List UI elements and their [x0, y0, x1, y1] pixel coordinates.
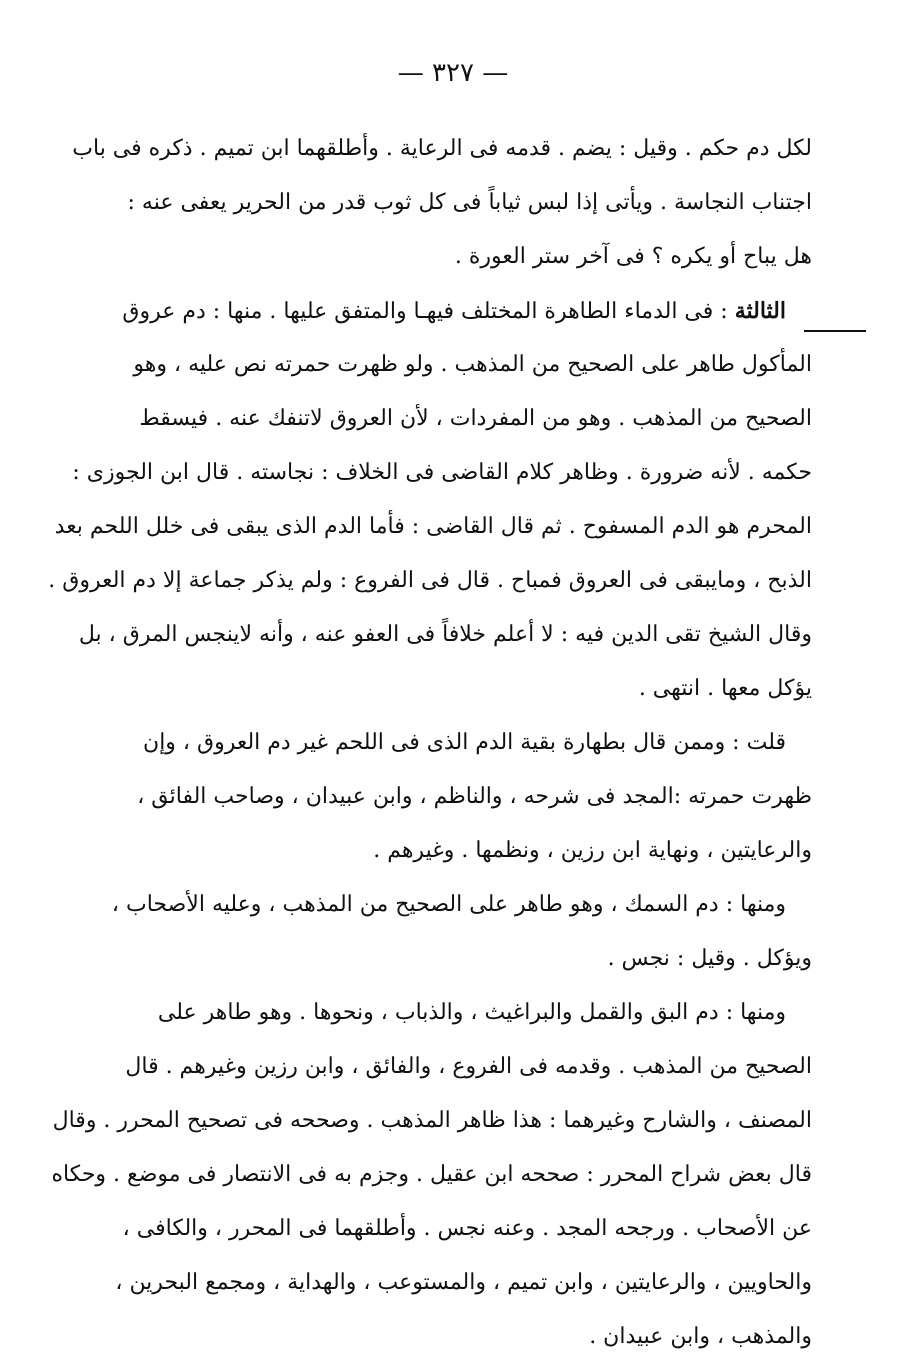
text-line: هل يباح أو يكره ؟ فى آخر ستر العورة .	[454, 244, 812, 269]
paragraph	[51, 986, 812, 1364]
text-line: ظهرت حمرته :المجد فى شرحه ، والناظم ، وابن عبيدان ، وصاحب الفائق ،	[137, 784, 812, 809]
text-line: وقال الشيخ تقى الدين فيه : لا أعلم خلافاً فى العفو عنه ، وأنه لاينجس المرق ، بل	[78, 622, 812, 647]
text-line: والرعايتين ، ونهاية ابن رزين ، ونظمها . وغيرهم .	[373, 838, 812, 863]
text-line: والمذهب ، وابن عبيدان .	[589, 1324, 812, 1349]
text-line: ومنها : دم السمك ، وهو طاهر على الصحيح من المذهب ، وعليه الأصحاب ،	[111, 892, 786, 917]
text-line: المصنف ، والشارح وغيرهما : هذا ظاهر المذهب . وصححه فى تصحيح المحرر . وقال	[52, 1108, 812, 1133]
text-line: الذبح ، ومايبقى فى العروق فمباح . قال فى الفروع : ولم يذكر جماعة إلا دم العروق .	[48, 568, 812, 593]
text-line: قال بعض شراح المحرر : صححه ابن عقيل . وجزم به فى الانتصار فى موضع . وحكاه	[51, 1162, 812, 1187]
text-line: يؤكل معها . انتهى .	[638, 676, 812, 701]
text-line: والحاويين ، والرعايتين ، وابن تميم ، والمستوعب ، والهداية ، ومجمع البحرين ،	[115, 1270, 812, 1295]
text-line: ويؤكل . وقيل : نجس .	[607, 946, 812, 971]
text-line	[122, 284, 812, 338]
paragraph	[111, 878, 812, 986]
text-line-rest: : فى الدماء الطاهرة المختلف فيهـا والمتفق عليها . منها : دم عروق	[122, 299, 728, 324]
text-line: الصحيح من المذهب . وهو من المفردات ، لأن العروق لاتنفك عنه . فيسقط	[139, 406, 812, 431]
section-heading-word: الثالثة	[734, 298, 786, 324]
heading-underline	[804, 330, 866, 332]
paragraph	[48, 284, 812, 716]
text-line: الصحيح من المذهب . وقدمه فى الفروع ، والفائق ، وابن رزين وغيرهم . قال	[125, 1054, 812, 1079]
text-line: المأكول طاهر على الصحيح من المذهب . ولو ظهرت حمرته نص عليه ، وهو	[133, 352, 812, 377]
paragraph	[72, 122, 812, 284]
text-line: حكمه . لأنه ضرورة . وظاهر كلام القاضى فى الخلاف : نجاسته . قال ابن الجوزى :	[72, 460, 812, 485]
text-line: ومنها : دم البق والقمل والبراغيث ، والذباب ، ونحوها . وهو طاهر على	[157, 1000, 786, 1025]
text-line: لكل دم حكم . وقيل : يضم . قدمه فى الرعاية . وأطلقهما ابن تميم . ذكره فى باب	[72, 136, 812, 161]
text-line: قلت : وممن قال بطهارة بقية الدم الذى فى اللحم غير دم العروق ، وإن	[143, 730, 786, 755]
text-line: عن الأصحاب . ورجحه المجد . وعنه نجس . وأطلقهما فى المحرر ، والكافى ،	[122, 1216, 812, 1241]
page-body	[48, 122, 812, 1364]
text-line: المحرم هو الدم المسفوح . ثم قال القاضى : فأما الدم الذى يبقى فى خلل اللحم بعد	[54, 514, 812, 539]
paragraph	[137, 716, 812, 878]
text-line: اجتناب النجاسة . ويأتى إذا لبس ثياباً فى كل ثوب قدر من الحرير يعفى عنه :	[127, 190, 812, 215]
page-number: — ٣٢٧ —	[397, 58, 509, 88]
